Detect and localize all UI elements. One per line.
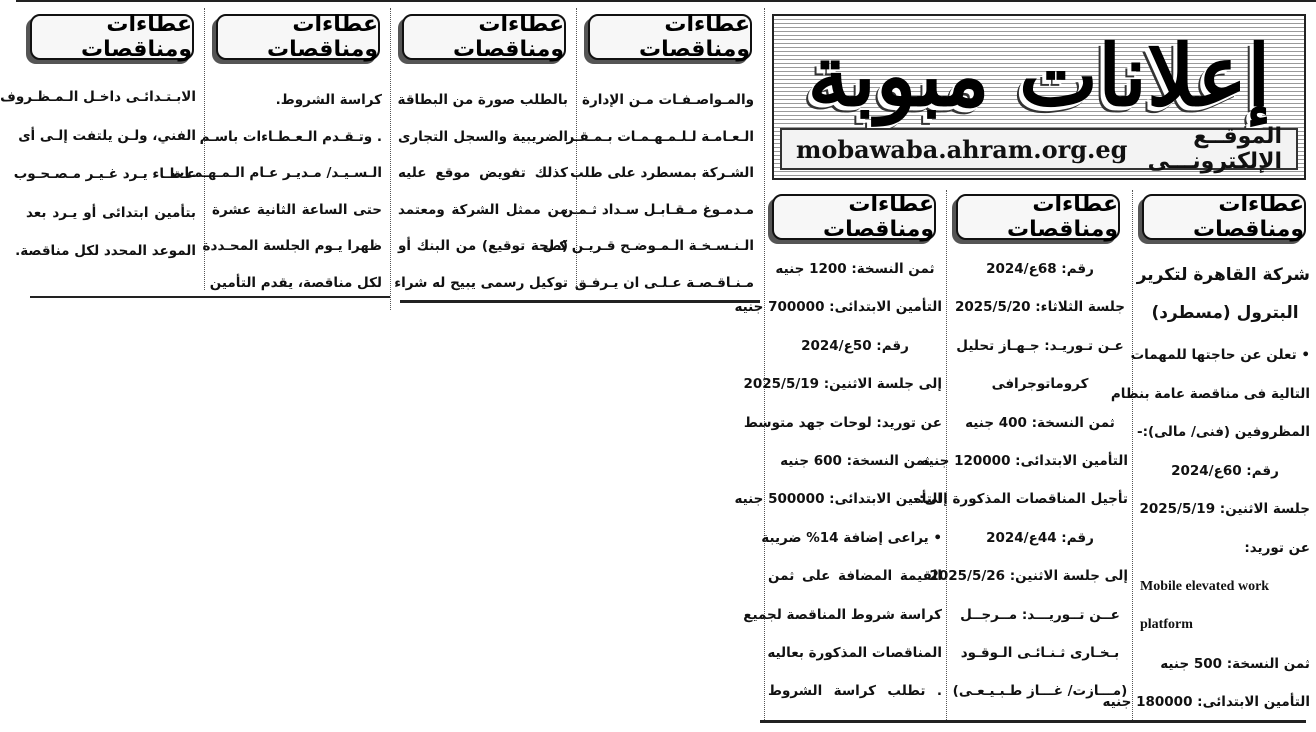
text-line: توكيل رسمى يبيح له شراء (394, 274, 568, 291)
text-line: عن توريد: لوحات جهد متوسط (743, 414, 942, 431)
text-line: الـسـيـد/ مـديـر عـام الـمـهـمـات (170, 165, 382, 181)
ad-text-column (734, 250, 942, 711)
section-header: عطاءات ومناقصات (1142, 194, 1306, 240)
text-line: التأمين الابتدائى: 500000 جنيه (734, 491, 942, 508)
text-line: Mobile elevated work (1140, 578, 1270, 594)
text-line: (صحة توقيع) من البنك أو (398, 238, 568, 254)
column-divider (1132, 190, 1133, 720)
text-line: المظروفين (فنى/ مالى):- (1136, 424, 1310, 441)
text-line: الموعد المحدد لكل مناقصة. (15, 243, 196, 259)
text-line: • تعلن عن حاجتها للمهمات (1130, 347, 1310, 363)
text-line: التأمين الابتدائى: 700000 جنيه (734, 299, 942, 316)
ad-text-column (1102, 336, 1310, 722)
text-line: جلسة الثلاثاء: 2025/5/20 (954, 299, 1126, 316)
ad-text-column (913, 250, 1128, 711)
text-line: رقم: 60ع/2024 (1171, 462, 1279, 479)
section-header: عطاءات ومناقصات (402, 14, 566, 60)
text-line: مـدمـوغ مـقـابـل سـداد ثـمـن (561, 201, 754, 218)
section-rule (30, 296, 390, 298)
classifieds-banner (772, 14, 1306, 180)
ad-text-column (542, 82, 754, 301)
text-line: platform (1140, 617, 1193, 633)
text-line: الـعـامـة لـلـمـهـمـات بـمـقـر (566, 128, 754, 145)
text-line: ظهرا يـوم الجلسة المحـددة (202, 238, 382, 254)
text-line: كروماتوجرافى (991, 376, 1089, 393)
text-line: التالية فى مناقصة عامة بنظام (1110, 385, 1310, 402)
section-header: عطاءات ومناقصات (30, 14, 194, 60)
text-line: ثمن النسخة: 500 جنيه (1160, 655, 1310, 672)
section-header: عطاءات ومناقصات (588, 14, 752, 60)
text-line: التأمين الابتدائى: 180000 جنيه (1102, 694, 1310, 711)
text-line: رقم: 68ع/2024 (986, 261, 1094, 277)
text-line: . وتـقـدم الـعـطـاءات باسـم (199, 128, 382, 145)
section-header: عطاءات ومناقصات (216, 14, 380, 60)
text-line: الشـركة بمسطرد على طلب (570, 165, 754, 181)
text-line: ثمن النسخة: 600 جنيه (780, 453, 930, 470)
text-line: الـنـسـخـة الـمـوضـح قـريـن كـل (542, 238, 754, 254)
text-line: حتى الساعة الثانية عشرة (212, 201, 382, 218)
ad-title (1136, 256, 1310, 332)
banner-title: إعلانات مبوبة (807, 25, 1271, 125)
text-line: كراسة شروط المناقصة لجميع (743, 606, 942, 623)
text-line: . تطلب كراسة الشروط (768, 683, 942, 700)
text-line: إلى جلسة الاثنين: 2025/5/19 (743, 376, 942, 393)
text-line: المناقصات المذكورة بعاليه (767, 645, 942, 662)
text-line: إلى جلسة الاثنين: 2025/5/26 (929, 568, 1128, 585)
website-url[interactable]: mobawaba.ahram.org.eg (796, 134, 1128, 164)
text-line: الابـتـدائـى داخـل الـمـظـروف (0, 89, 196, 105)
section-rule (400, 300, 760, 303)
text-line: مـنـاقـصـة عـلـى ان يـرفـق (574, 274, 754, 291)
ad-text-column (0, 78, 196, 271)
text-line: القيمة المضافة على ثمن (768, 568, 942, 585)
text-line: بالطلب صورة من البطاقة (397, 92, 568, 108)
text-line: بتأمين ابتدائى أو يـرد بعد (26, 204, 196, 221)
text-line: عـن تـوريـد: جـهـاز تحليل (956, 337, 1124, 354)
text-line: كذلك تفويض موقع عليه (398, 165, 568, 181)
text-line: ثمن النسخة: 1200 جنيه (775, 261, 935, 277)
text-line: • يراعى إضافة 14% ضريبة (761, 529, 942, 546)
text-line: عن توريد: (1244, 539, 1310, 556)
text-line: والمـواصـفـات مـن الإدارة (582, 92, 754, 108)
column-divider (390, 8, 391, 310)
company-name: شركة القاهرة لتكرير (1136, 265, 1310, 285)
bottom-rule (760, 720, 1306, 723)
text-line: لكل مناقصة، يقدم التأمين (209, 274, 382, 291)
banner-website-bar (780, 124, 1298, 174)
text-line: جلسة الاثنين: 2025/5/19 (1139, 501, 1310, 518)
text-line: التأمين الابتدائى: 120000 جنيه (920, 453, 1128, 470)
company-name: البترول (مسطرد) (1151, 303, 1299, 323)
text-line: من ممثل الشركة ومعتمد (398, 201, 568, 218)
text-line: الضريبية والسجل التجارى (398, 128, 568, 145)
text-line: عـطـاء يـرد غـيـر مـصـحـوب (13, 166, 196, 182)
ad-text-column (394, 82, 568, 301)
text-line: (مـــازت/ غـــاز طـبـيـعـى) (952, 683, 1128, 700)
text-line: كراسة الشروط. (275, 92, 382, 108)
text-line: بـخـارى ثـنـائـى الـوقـود (960, 645, 1120, 662)
website-label: الموقــع الإلكترونـــى (1147, 124, 1282, 174)
text-line: عــن تــوريـــد: مــرجــل (960, 606, 1120, 623)
text-line: الفني، ولـن يلتفت إلـى أى (18, 127, 196, 144)
ad-text-column (170, 82, 382, 301)
section-header: عطاءات ومناقصات (956, 194, 1120, 240)
text-line: ثمن النسخة: 400 جنيه (965, 414, 1115, 431)
section-header: عطاءات ومناقصات (772, 194, 936, 240)
text-line: رقم: 50ع/2024 (801, 337, 909, 354)
text-line: رقم: 44ع/2024 (986, 529, 1094, 546)
text-line: تأجيل المناقصات المذكورة إلى:- (913, 491, 1128, 508)
top-rule (16, 0, 1316, 2)
